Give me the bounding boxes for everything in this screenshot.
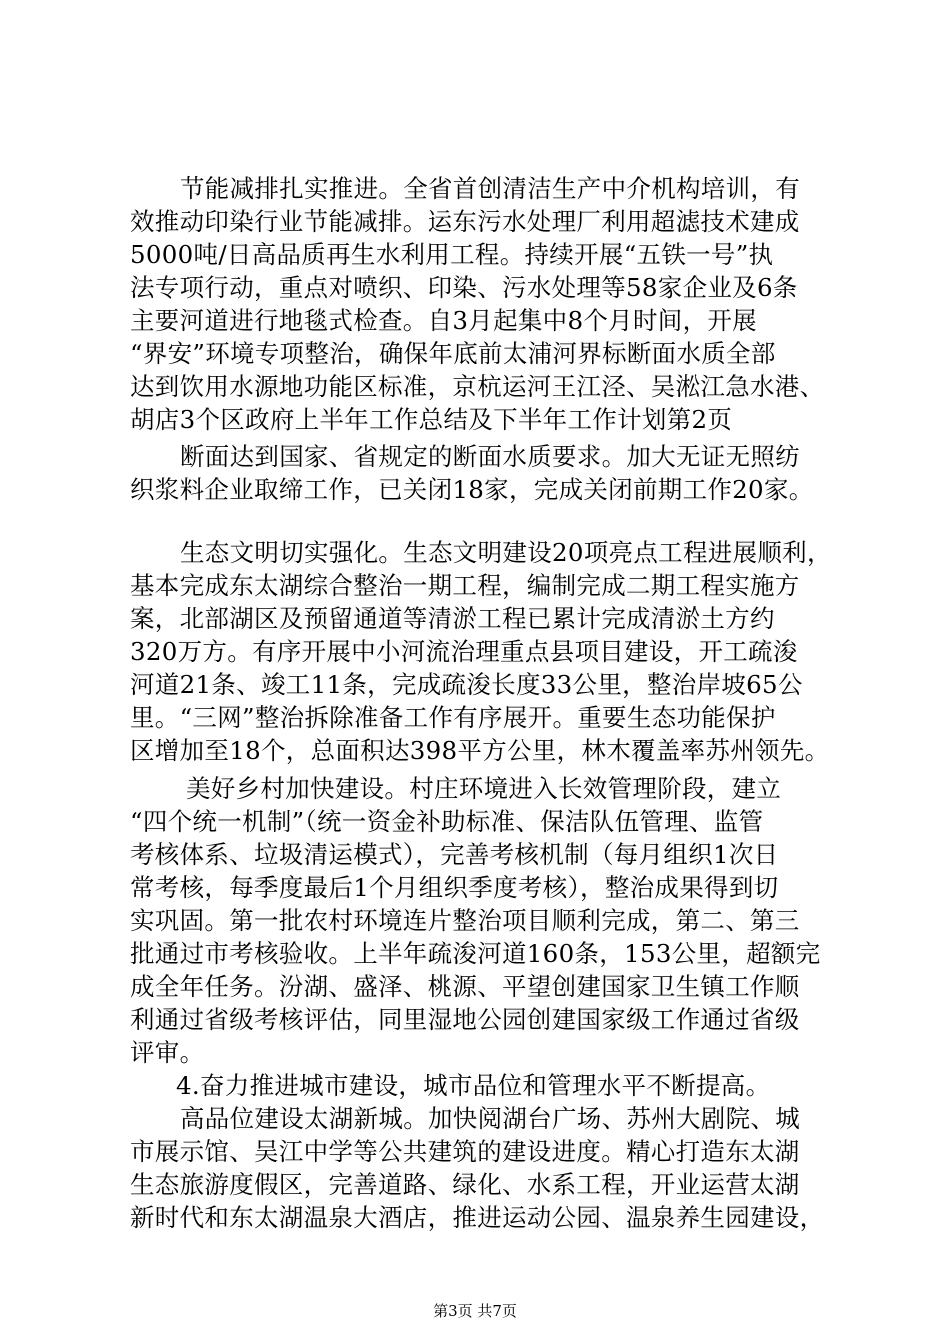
text-line: 320万方。有序开展中小河流治理重点县项目建设，开工疏浚 (130, 637, 798, 666)
text-line: 生态文明切实强化。生态文明建设20项亮点工程进展顺利， (180, 538, 832, 567)
text-line: 市展示馆、吴江中学等公共建筑的建设进度。精心打造东太湖 (130, 1137, 800, 1166)
text-line: 达到饮用水源地功能区标准，京杭运河王江泾、吴淞江急水港、 (130, 372, 825, 401)
text-line: 新时代和东太湖温泉大酒店，推进运动公园、温泉养生园建设， (130, 1203, 825, 1232)
text-line: 案，北部湖区及预留通道等清淤工程已累计完成清淤土方约 (130, 604, 775, 633)
text-line: 断面达到国家、省规定的断面水质要求。加大无证无照纺 (180, 442, 800, 471)
text-line: 法专项行动，重点对喷织、印染、污水处理等58家企业及6条 (130, 273, 798, 302)
text-line: 节能减排扎实推进。全省首创清洁生产中介机构培训，有 (180, 174, 800, 203)
text-line: 织浆料企业取缔工作，已关闭18家，完成关闭前期工作20家。 (130, 475, 814, 504)
text-line: 里。“三网”整治拆除准备工作有序展开。重要生态功能保护 (130, 703, 776, 732)
paragraph-energy-saving (130, 172, 830, 436)
text-line: 高品位建设太湖新城。加快阅湖台广场、苏州大剧院、城 (180, 1104, 800, 1133)
text-line: 批通过市考核验收。上半年疏浚河道160条，153公里，超额完 (130, 939, 821, 968)
paragraph-beautiful-villages (130, 772, 830, 1069)
text-line: “界安”环境专项整治，确保年底前太浦河界标断面水质全部 (130, 339, 776, 368)
text-line: 5000吨/日高品质再生水利用工程。持续开展“五铁一号”执 (130, 240, 774, 269)
paragraph-taihu-new-city (130, 1102, 830, 1234)
page-number-footer: 第3页 共7页 (433, 1302, 517, 1320)
paragraph-water-quality (130, 440, 830, 506)
text-line: 评审。 (130, 1038, 205, 1067)
text-line: 利通过省级考核评估，同里湿地公园创建国家级工作通过省级 (130, 1005, 800, 1034)
text-line: 4.奋力推进城市建设，城市品位和管理水平不断提高。 (176, 1071, 771, 1100)
text-line: “四个统一机制”（统一资金补助标准、保洁队伍管理、监管 (130, 807, 764, 836)
text-line: 美好乡村加快建设。村庄环境进入长效管理阶段，建立 (186, 774, 782, 803)
text-line: 主要河道进行地毯式检查。自3月起集中8个月时间，开展 (130, 306, 757, 335)
text-line: 实巩固。第一批农村环境连片整治项目顺利完成，第二、第三 (130, 906, 800, 935)
text-line: 考核体系、垃圾清运模式），完善考核机制（每月组织1次日 (130, 840, 779, 869)
text-line: 河道21条、竣工11条，完成疏浚长度33公里，整治岸坡65公 (130, 670, 803, 699)
text-line: 常考核，每季度最后1个月组织季度考核），整治成果得到切 (130, 873, 779, 902)
text-line: 效推动印染行业节能减排。运东污水处理厂利用超滤技术建成 (130, 207, 800, 236)
text-line: 生态旅游度假区，完善道路、绿化、水系工程，开业运营太湖 (130, 1170, 800, 1199)
text-line: 基本完成东太湖综合整治一期工程，编制完成二期工程实施方 (130, 571, 800, 600)
text-line: 胡店3个区政府上半年工作总结及下半年工作计划第2页 (130, 405, 733, 434)
text-line: 成全年任务。汾湖、盛泽、桃源、平望创建国家卫生镇工作顺 (130, 972, 800, 1001)
paragraph-ecological-civilization (130, 536, 830, 767)
section-heading-city-construction (130, 1069, 830, 1102)
text-line: 区增加至18个，总面积达398平方公里，林木覆盖率苏州领先。 (130, 736, 830, 765)
